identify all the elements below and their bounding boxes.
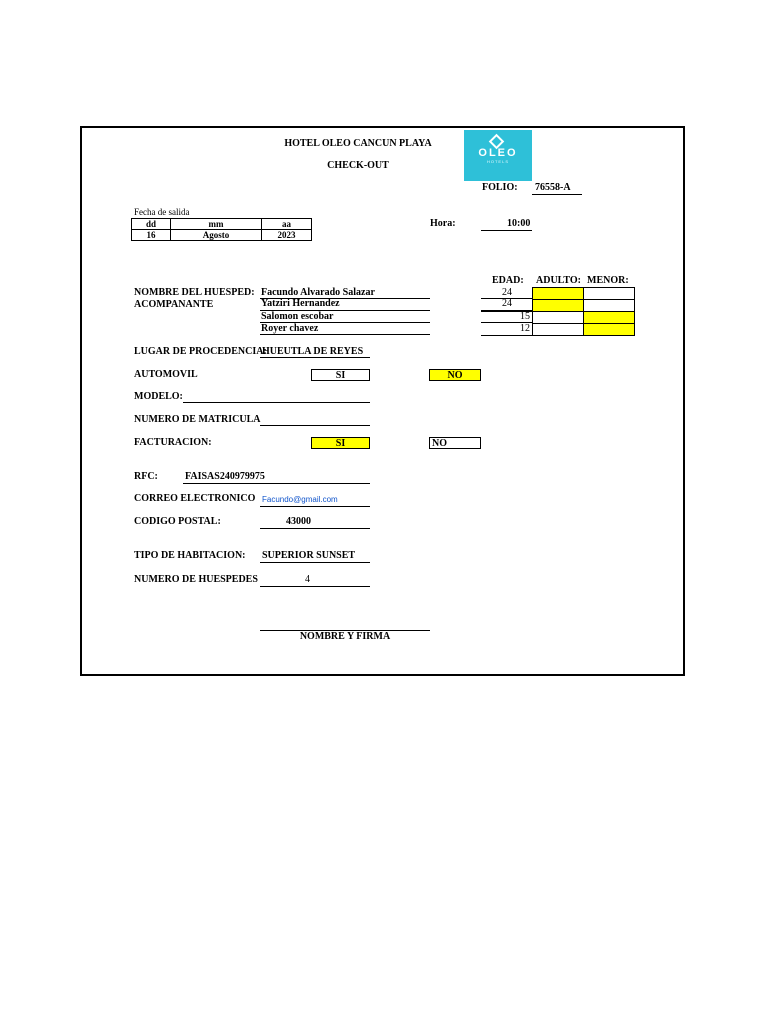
plate-field[interactable] bbox=[260, 425, 370, 426]
room-value[interactable]: SUPERIOR SUNSET bbox=[262, 550, 356, 561]
guest-row-underline bbox=[260, 334, 430, 335]
date-month[interactable]: Agosto bbox=[171, 230, 262, 241]
guest-row-age[interactable]: 15 bbox=[520, 311, 530, 322]
age-header: EDAD: bbox=[492, 275, 524, 286]
room-label: TIPO DE HABITACION: bbox=[134, 550, 246, 561]
billing-no-option[interactable]: NO bbox=[429, 437, 481, 449]
logo-text: OLEO bbox=[478, 147, 518, 159]
date-header-aa: aa bbox=[262, 219, 312, 230]
age-cell-divider bbox=[481, 322, 533, 323]
signature-label: NOMBRE Y FIRMA bbox=[299, 631, 391, 642]
date-year[interactable]: 2023 bbox=[262, 230, 312, 241]
date-header-mm: mm bbox=[171, 219, 262, 230]
car-label: AUTOMOVIL bbox=[134, 369, 198, 380]
plate-label: NUMERO DE MATRICULA bbox=[134, 414, 261, 425]
time-value[interactable]: 10:00 bbox=[507, 218, 531, 229]
rfc-label: RFC: bbox=[134, 471, 158, 482]
postal-underline bbox=[260, 528, 370, 529]
car-yes-option[interactable]: SI bbox=[311, 369, 370, 381]
oleo-logo bbox=[464, 130, 532, 181]
departure-date-table bbox=[131, 218, 312, 241]
minor-header: MENOR: bbox=[587, 275, 629, 286]
age-cells-box bbox=[481, 311, 533, 336]
model-field[interactable] bbox=[183, 402, 370, 403]
departure-label: Fecha de salida bbox=[134, 207, 190, 217]
folio-label: FOLIO: bbox=[482, 182, 518, 193]
billing-label: FACTURACION: bbox=[134, 437, 212, 448]
postal-label: CODIGO POSTAL: bbox=[134, 516, 221, 527]
hotel-name: HOTEL OLEO CANCUN PLAYA bbox=[284, 138, 432, 149]
guest-count-label: NUMERO DE HUESPEDES bbox=[134, 574, 258, 585]
adult-checkbox[interactable] bbox=[532, 323, 584, 336]
guest-count-underline bbox=[260, 586, 370, 587]
date-day[interactable]: 16 bbox=[132, 230, 171, 241]
guest-row-name[interactable]: Salomon escobar bbox=[261, 311, 334, 322]
document-title: CHECK-OUT bbox=[327, 160, 389, 171]
guest-count-value[interactable]: 4 bbox=[305, 574, 310, 585]
companion-label: ACOMPANANTE bbox=[134, 299, 214, 310]
logo-subtext: HOTELS bbox=[486, 159, 509, 164]
origin-value[interactable]: HUEUTLA DE REYES bbox=[262, 346, 364, 357]
rfc-underline bbox=[183, 483, 370, 484]
origin-underline bbox=[260, 357, 370, 358]
time-underline bbox=[481, 230, 532, 231]
guest-row-name[interactable]: Yatziri Hernandez bbox=[261, 298, 340, 309]
origin-label: LUGAR DE PROCEDENCIA: bbox=[134, 346, 267, 357]
guest-row-name[interactable]: Royer chavez bbox=[261, 323, 319, 334]
guest-row-name[interactable]: Facundo Alvarado Salazar bbox=[261, 287, 375, 298]
email-underline bbox=[260, 506, 370, 507]
folio-underline bbox=[532, 194, 582, 195]
billing-yes-option[interactable]: SI bbox=[311, 437, 370, 449]
adult-header: ADULTO: bbox=[536, 275, 582, 286]
minor-checkbox[interactable] bbox=[583, 323, 635, 336]
email-label: CORREO ELECTRONICO bbox=[134, 493, 256, 504]
guest-row-age[interactable]: 12 bbox=[520, 323, 530, 334]
model-label: MODELO: bbox=[134, 391, 183, 402]
folio-value[interactable]: 76558-A bbox=[535, 182, 571, 193]
email-value[interactable]: Facundo@gmail.com bbox=[262, 495, 338, 504]
car-no-option[interactable]: NO bbox=[429, 369, 481, 381]
room-underline bbox=[260, 562, 370, 563]
postal-value[interactable]: 43000 bbox=[286, 516, 311, 527]
date-header-dd: dd bbox=[132, 219, 171, 230]
time-label: Hora: bbox=[430, 218, 456, 229]
guest-row-age[interactable]: 24 bbox=[502, 298, 512, 309]
rfc-value[interactable]: FAISAS240979975 bbox=[185, 471, 265, 482]
guest-name-label: NOMBRE DEL HUESPED: bbox=[134, 287, 255, 298]
guest-row-age[interactable]: 24 bbox=[502, 287, 512, 298]
